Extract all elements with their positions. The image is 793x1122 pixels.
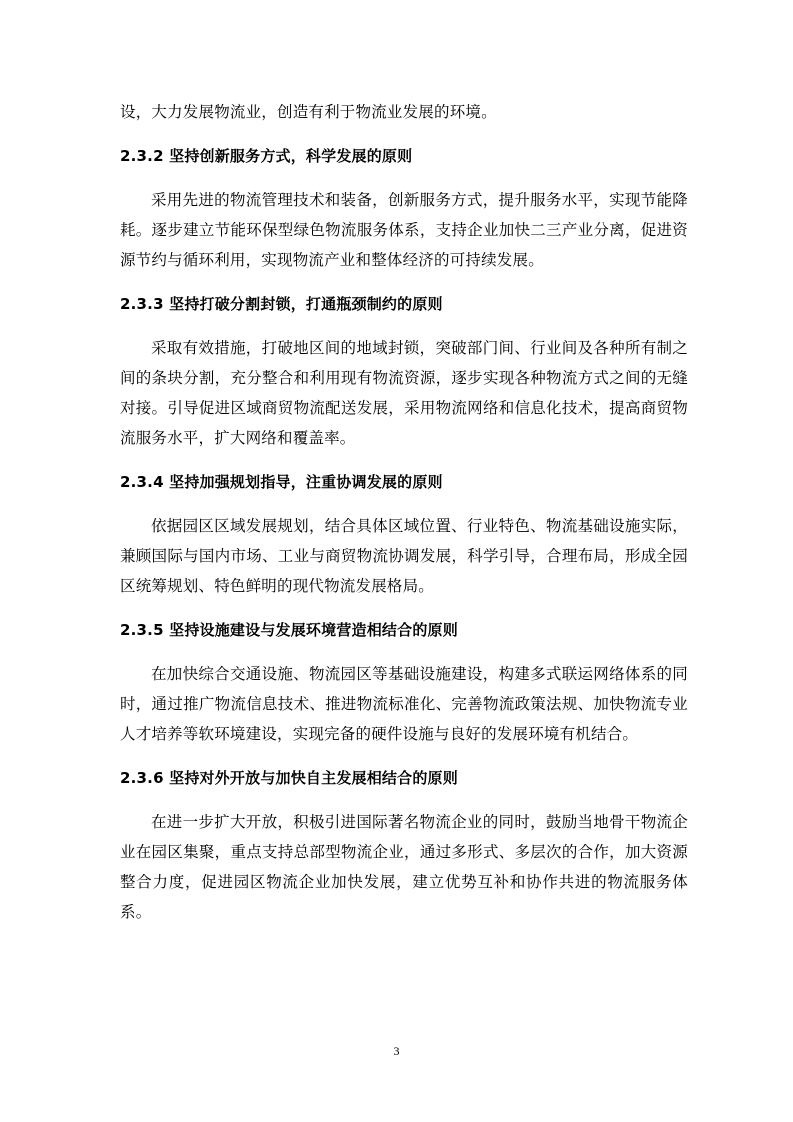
- section-heading-2-3-3: 2.3.3 坚持打破分割封锁，打通瓶颈制约的原则: [120, 295, 443, 313]
- page-content: [120, 97, 688, 927]
- page-number: 3: [393, 1044, 400, 1058]
- lead-paragraph: 设，大力发展物流业，创造有利于物流业发展的环境。: [120, 103, 497, 121]
- section-body-2-3-4: 依据园区区域发展规划，结合具体区域位置、行业特色、物流基础设施实际，兼顾国际与国内市场、工业与商贸物流协调发展，科学引导，合理布局，形成全园区统筹规划、特色鲜明的现代物流发展格局。: [120, 517, 688, 595]
- section-body-2-3-6: 在进一步扩大开放，积极引进国际著名物流企业的同时，鼓励当地骨干物流企业在园区集聚，重点支持总部型物流企业，通过多形式、多层次的合作，加大资源整合力度，促进园区物流企业加快发展，建立优势互补和协作共进的物流服务体系。: [120, 813, 688, 921]
- section-body-2-3-2: 采用先进的物流管理技术和装备，创新服务方式，提升服务水平，实现节能降耗。逐步建立节能环保型绿色物流服务体系，支持企业加快二三产业分离，促进资源节约与循环利用，实现物流产业和整体经济的可持续发展。: [120, 191, 688, 269]
- section-body-2-3-5: 在加快综合交通设施、物流园区等基础设施建设，构建多式联运网络体系的同时，通过推广物流信息技术、推进物流标准化、完善物流政策法规、加快物流专业人才培养等软环境建设，实现完备的硬件设施与良好的发展环境有机结合。: [120, 665, 688, 743]
- section-body-2-3-3: 采取有效措施，打破地区间的地域封锁，突破部门间、行业间及各种所有制之间的条块分割，充分整合和利用现有物流资源，逐步实现各种物流方式之间的无缝对接。引导促进区域商贸物流配送发展，采用物流网络和信息化技术，提高商贸物流服务水平，扩大网络和覆盖率。: [120, 339, 688, 447]
- section-heading-2-3-6: 2.3.6 坚持对外开放与加快自主发展相结合的原则: [120, 769, 458, 787]
- section-heading-2-3-5: 2.3.5 坚持设施建设与发展环境营造相结合的原则: [120, 621, 458, 639]
- section-heading-2-3-4: 2.3.4 坚持加强规划指导，注重协调发展的原则: [120, 473, 443, 491]
- section-heading-2-3-2: 2.3.2 坚持创新服务方式，科学发展的原则: [120, 147, 413, 165]
